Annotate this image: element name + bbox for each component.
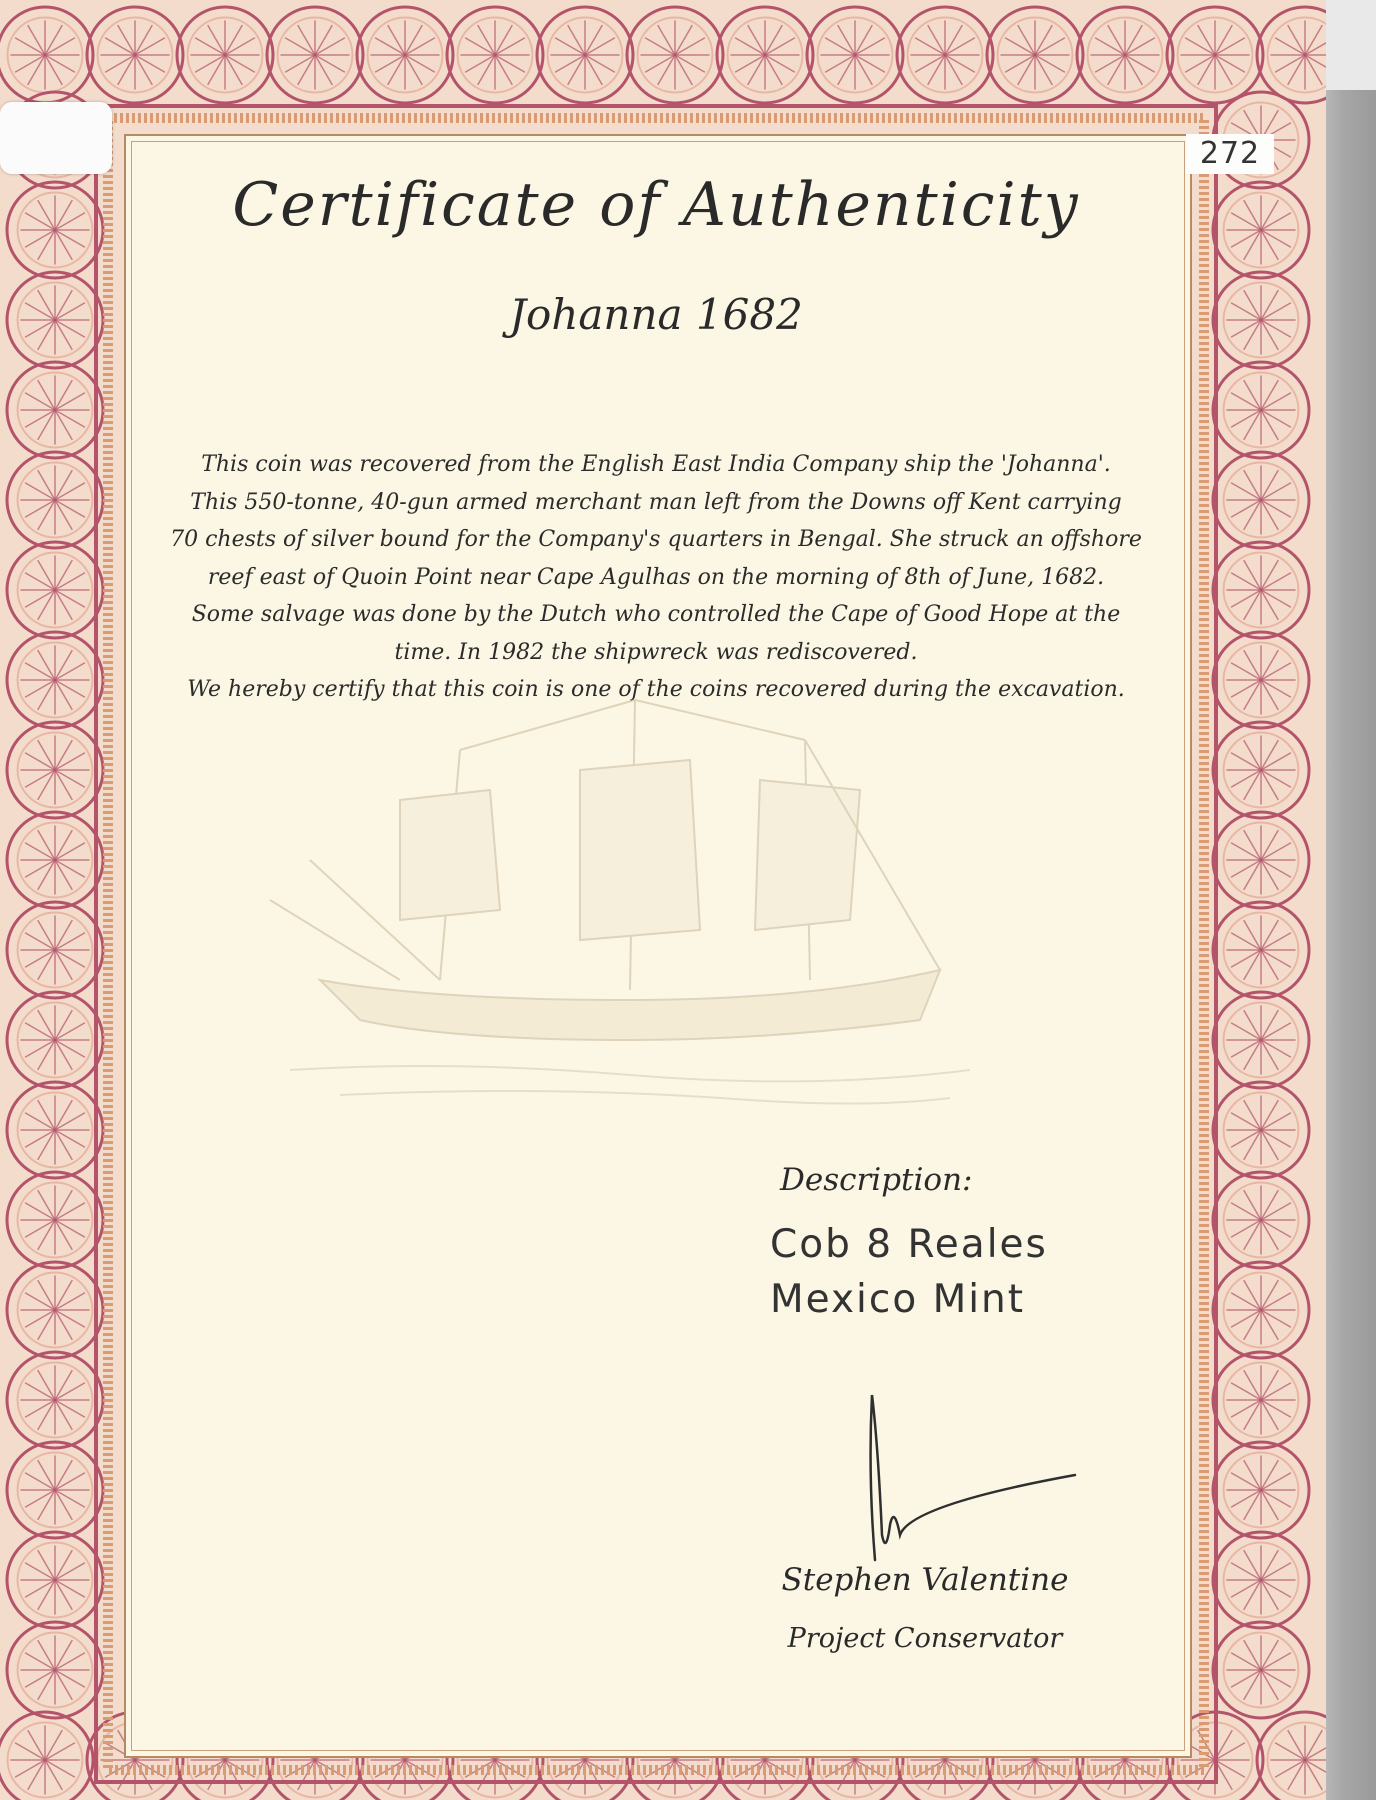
body-line: time. In 1982 the shipwreck was rediscovered.: [394, 639, 918, 665]
description-line: Cob 8 Reales: [770, 1222, 1048, 1267]
page-number: 272: [1186, 134, 1274, 174]
signatory-name: Stephen Valentine: [781, 1562, 1069, 1598]
description-line: Mexico Mint: [770, 1277, 1026, 1322]
body-line: This 550-tonne, 40-gun armed merchant man left from the Downs off Kent carrying: [190, 489, 1122, 515]
signature: [820, 1385, 1080, 1565]
certificate-body: [130, 446, 1182, 709]
paper-sticker: [0, 102, 112, 174]
body-line: This coin was recovered from the English East India Company ship the 'Johanna'.: [201, 452, 1111, 477]
body-line: 70 chests of silver bound for the Company's quarters in Bengal. She struck an offshore: [170, 527, 1142, 552]
certificate-subtitle: Johanna 1682: [509, 290, 803, 339]
description-label: Description:: [780, 1162, 973, 1198]
signatory-role: Project Conservator: [787, 1623, 1063, 1654]
body-line: Some salvage was done by the Dutch who controlled the Cape of Good Hope at the: [191, 602, 1121, 627]
certificate-title: Certificate of Authenticity: [232, 170, 1080, 240]
scanner-edge-top: [1320, 0, 1376, 90]
scanner-edge: [1320, 0, 1376, 1800]
body-line: We hereby certify that this coin is one of the coins recovered during the excavation.: [187, 677, 1125, 702]
ship-illustration: [250, 680, 1010, 1120]
body-line: reef east of Quoin Point near Cape Agulhas on the morning of 8th of June, 1682.: [207, 564, 1105, 590]
